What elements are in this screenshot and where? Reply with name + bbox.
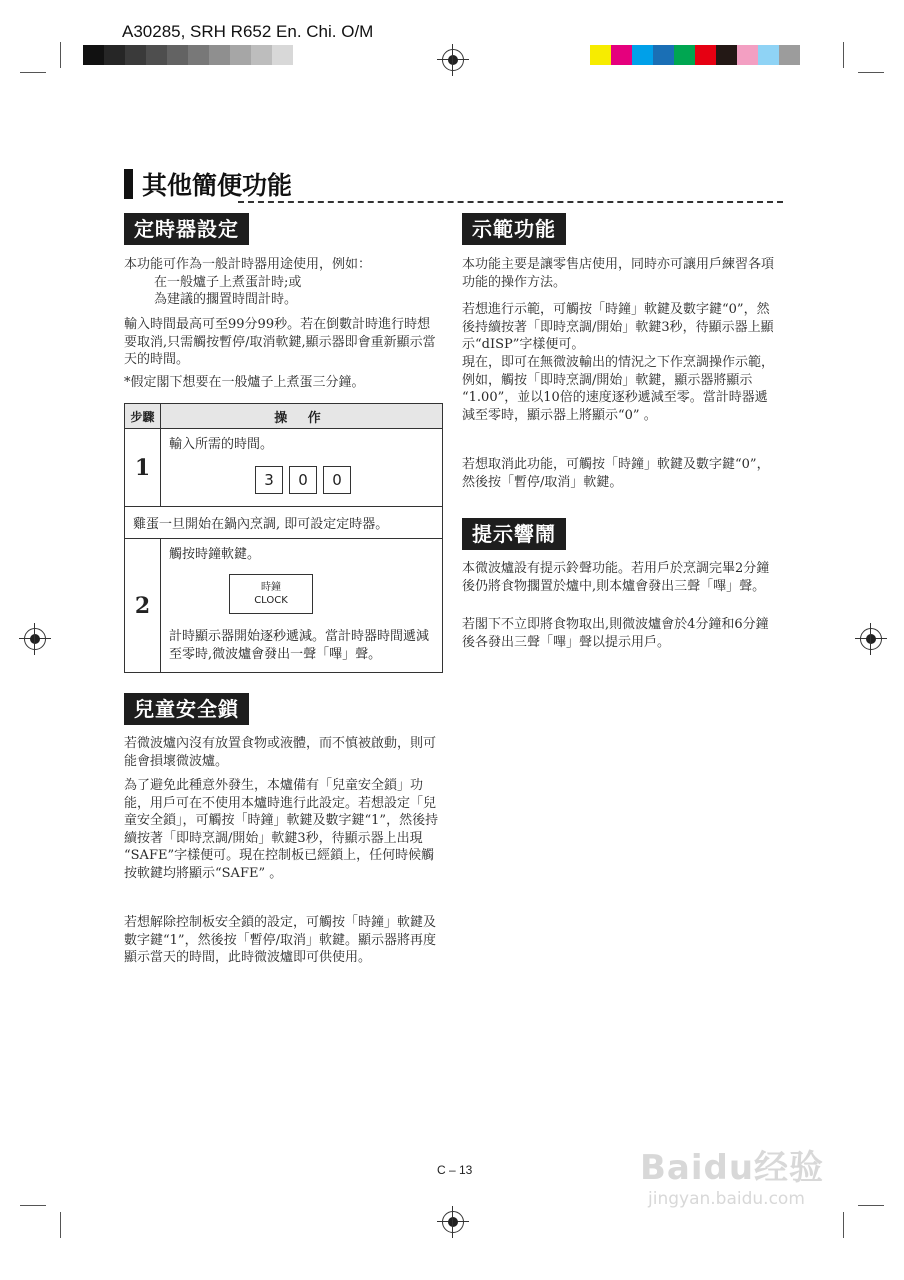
crop-mark [60,42,61,68]
timer-steps-table [124,403,443,673]
color-swatch [590,45,611,65]
timer-range-text: 輸入時間最高可至99分99秒。若在倒數計時進行時想要取消,只需觸按暫停/取消軟鍵,顯示器即會重新顯示當天的時間。 [124,317,436,368]
color-swatch [758,45,779,65]
step2-text: 觸按時鐘軟鍵。 [169,547,261,562]
registration-mark-icon [24,628,46,650]
registration-mark-icon [442,49,464,71]
child-lock-p3: 若想解除控制板安全鎖的設定，可觸按「時鐘」軟鍵及數字鍵“1”，然後按「暫停/取消」軟鍵。顯示器將再度顯示當天的時間，此時微波爐即可供使用。 [124,915,437,966]
color-swatch [632,45,653,65]
timer-intro [124,256,439,309]
registration-mark-icon [442,1211,464,1233]
clock-label-en: CLOCK [254,595,288,606]
color-swatch [716,45,737,65]
document-code: A30285, SRH R652 En. Chi. O/M [122,22,374,41]
demo-heading: 示範功能 [462,213,566,245]
crop-mark [858,1205,884,1206]
clock-key-wrap [161,562,442,614]
step2-cell [161,539,443,673]
gray-swatch [125,45,146,65]
step2-desc: 計時顯示器開始逐秒遞減。當計時器時間遞減至零時,微波爐會發出一聲「嗶」聲。 [169,629,430,662]
timer-note: *假定閣下想要在一般爐子上煮蛋三分鐘。 [124,375,365,390]
gray-swatch [104,45,125,65]
watermark-brand: Baidu经验 [640,1148,825,1188]
demo-p1: 本功能主要是讓零售店使用，同時亦可讓用戶練習各項功能的操作方法。 [462,257,775,290]
reminder-p1: 本微波爐設有提示鈴聲功能。若用戶於烹調完畢2分鐘後仍將食物擱置於爐中,則本爐會發出三聲「嗶」聲。 [462,561,770,594]
crop-mark [20,1205,46,1206]
gray-swatch [188,45,209,65]
timer-intro-line: 為建議的擱置時間計時。 [154,292,298,308]
step-number: 2 [125,539,161,673]
step1-text: 輸入所需的時間。 [169,437,274,452]
step-number: 1 [125,429,161,507]
timer-heading: 定時器設定 [124,213,249,245]
reminder-heading: 提示響鬧 [462,518,566,550]
gray-swatch [272,45,293,65]
gray-swatch [251,45,272,65]
crop-mark [843,42,844,68]
color-swatch [653,45,674,65]
child-lock-heading: 兒童安全鎖 [124,693,249,725]
child-lock-p1: 若微波爐內沒有放置食物或液體，而不慎被啟動，則可能會損壞微波爐。 [124,736,437,769]
crop-mark [60,1212,61,1238]
digit-key[interactable]: 3 [255,466,283,494]
crop-mark [858,72,884,73]
clock-button[interactable] [229,574,313,614]
mid-note: 雞蛋一旦開始在鍋內烹調, 即可設定定時器。 [125,507,443,539]
title-bar-icon [124,169,133,199]
page-number: C – 13 [437,1163,473,1177]
demo-p4: 若想取消此功能，可觸按「時鐘」軟鍵及數字鍵“0”，然後按「暫停/取消」軟鍵。 [462,457,770,490]
gray-swatch [230,45,251,65]
color-swatch [674,45,695,65]
timer-intro-line: 本功能可作為一般計時器用途使用，例如： [124,257,372,272]
watermark-url: jingyan.baidu.com [648,1189,805,1209]
timer-intro-line: 在一般爐子上煮蛋計時;或 [154,274,302,290]
crop-mark [843,1212,844,1238]
registration-mark-icon [860,628,882,650]
color-swatch [779,45,800,65]
demo-p2: 若想進行示範，可觸按「時鐘」軟鍵及數字鍵“0”，然後持續按著「即時烹調/開始」軟鍵3秒，待顯示器上顯示“dISP”字樣便可。 [462,302,774,353]
digit-key[interactable]: 0 [323,466,351,494]
gray-swatch [146,45,167,65]
page-title-text: 其他簡便功能 [142,171,293,200]
digit-display [161,452,442,506]
page-title [124,166,292,202]
watermark [640,1140,824,1209]
col-operation-header: 操 作 [161,404,443,429]
color-swatch [611,45,632,65]
color-swatch [695,45,716,65]
crop-mark [20,72,46,73]
demo-p3: 現在，即可在無微波輸出的情況之下作烹調操作示範，例如，觸按「即時烹調/開始」軟鍵，顯示器將顯示 “1.00”，並以10倍的速度逐秒遞減至零。當計時器遞減至零時，顯示器上將顯示“0” 。 [462,355,775,423]
gray-swatch [167,45,188,65]
reminder-p2: 若閣下不立即將食物取出,則微波爐會於4分鐘和6分鐘後各發出三聲「嗶」聲以提示用戶。 [462,617,769,650]
gray-swatch [83,45,104,65]
digit-key[interactable]: 0 [289,466,317,494]
color-swatch [737,45,758,65]
step1-cell [161,429,443,507]
gray-swatch [209,45,230,65]
title-divider [238,201,783,203]
child-lock-p2: 為了避免此種意外發生，本爐備有「兒童安全鎖」功能，用戶可在不使用本爐時進行此設定。若想設定「兒童安全鎖」，可觸按「時鐘」軟鍵及數字鍵“1”，然後持續按著「即時烹調/開始」軟鍵3秒，待顯示器上出現 “SAFE”字樣便可。現在控制板已經鎖上，任何時候觸按軟鍵均將顯示“SAFE” 。 [124,778,439,881]
clock-label-zh: 時鐘 [261,582,281,593]
col-step-header: 步驟 [125,404,161,429]
